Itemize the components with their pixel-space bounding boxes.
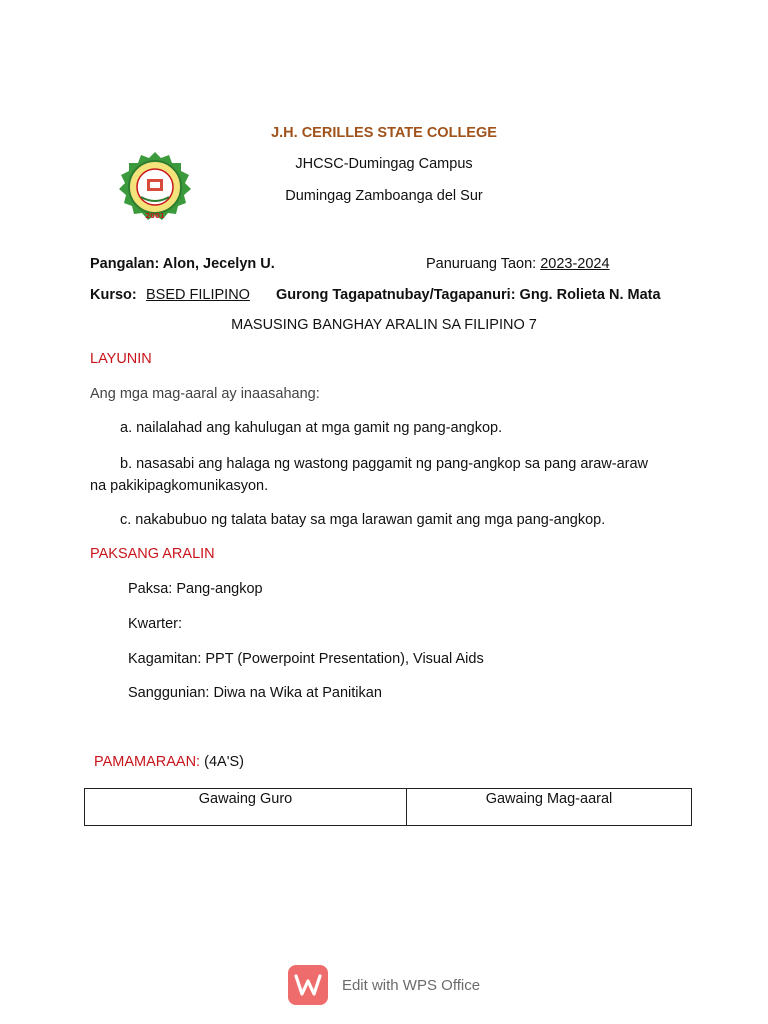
course-value: BSED FILIPINO — [146, 287, 250, 303]
wps-w-icon[interactable] — [288, 965, 328, 1005]
wps-edit-banner[interactable] — [0, 965, 768, 1005]
supervising-teacher: Gurong Tagapatnubay/Tagapanuri: Gng. Rolieta N. Mata — [276, 287, 661, 303]
objective-b-line1: b. nasasabi ang halaga ng wastong paggamit ng pang-angkop sa pang araw-araw — [120, 456, 649, 472]
subject-quarter: Kwarter: — [128, 616, 182, 632]
table-header-row — [85, 789, 692, 826]
campus-address: Dumingag Zamboanga del Sur — [285, 188, 483, 204]
procedure-heading-line — [94, 754, 244, 770]
student-name: Pangalan: Alon, Jecelyn U. — [90, 256, 275, 272]
school-year-label: Panuruang Taon: — [426, 256, 537, 272]
procedure-table — [84, 788, 692, 826]
seal-year: 2001 — [145, 212, 165, 220]
subject-materials: Kagamitan: PPT (Powerpoint Presentation), Visual Aids — [128, 651, 484, 667]
subject-reference: Sanggunian: Diwa na Wika at Panitikan — [128, 685, 382, 701]
objective-b-line2: na pakikipagkomunikasyon. — [90, 478, 269, 494]
objective-a: a. nailalahad ang kahulugan at mga gamit ng pang-angkop. — [120, 420, 503, 436]
table-header-teacher: Gawaing Guro — [85, 789, 407, 826]
subject-topic: Paksa: Pang-angkop — [128, 581, 263, 597]
course-label: Kurso: — [90, 287, 137, 303]
procedure-suffix: (4A'S) — [204, 754, 244, 770]
objectives-heading: LAYUNIN — [90, 351, 152, 367]
campus-name: JHCSC-Dumingag Campus — [295, 156, 473, 172]
table-header-student: Gawaing Mag-aaral — [407, 789, 692, 826]
procedure-heading: PAMAMARAAN: — [94, 754, 201, 770]
objective-c: c. nakabubuo ng talata batay sa mga larawan gamit ang mga pang-angkop. — [120, 512, 606, 528]
school-year-value: 2023-2024 — [540, 256, 610, 272]
college-seal-logo — [116, 151, 194, 223]
school-year — [426, 256, 610, 272]
wps-edit-label[interactable]: Edit with WPS Office — [341, 976, 481, 994]
college-name: J.H. CERILLES STATE COLLEGE — [271, 125, 497, 141]
subject-heading: PAKSANG ARALIN — [90, 546, 215, 562]
objectives-intro: Ang mga mag-aaral ay inaasahang: — [90, 386, 320, 402]
document-title: MASUSING BANGHAY ARALIN SA FILIPINO 7 — [231, 317, 537, 333]
